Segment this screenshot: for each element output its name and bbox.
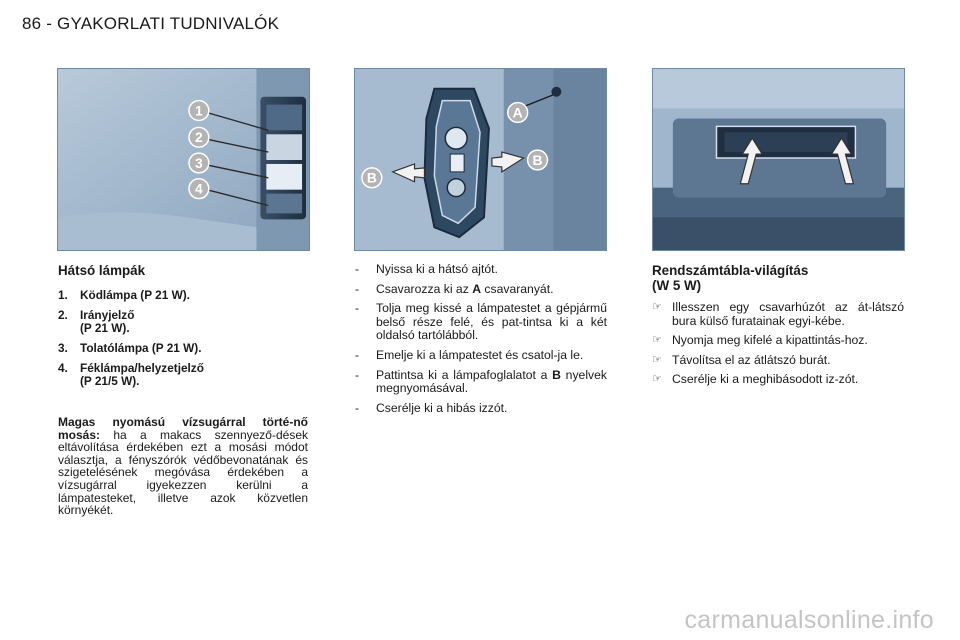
svg-text:2: 2 [195, 129, 203, 146]
watermark: carmanualsonline.info [684, 606, 934, 634]
list-item: 4. Féklámpa/helyzetjelző (P 21/5 W). [58, 361, 204, 388]
page-title: 86 - GYAKORLATI TUDNIVALÓK [22, 14, 280, 33]
bulb-list [58, 289, 308, 388]
callout-b-right [528, 150, 548, 170]
removal-steps-list [355, 263, 607, 415]
list-item: ☞ Nyomja meg kifelé a kipattintás-hoz. [652, 333, 868, 348]
svg-text:1: 1 [195, 102, 203, 119]
pointing-hand-icon: ☞ [652, 301, 662, 313]
list-item: - Tolja meg kissé a lámpatestet a gépjármű belső része felé, és pat-tintsa ki a két oldalsó tartólábból. [355, 301, 607, 343]
plate-light-section [652, 263, 904, 393]
svg-text:A: A [512, 104, 523, 121]
list-item: - Pattintsa ki a lámpafoglalatot a B nyelvek megnyomásával. [355, 367, 607, 396]
list-item: - Nyissa ki a hátsó ajtót. [355, 262, 498, 276]
list-item: - Cserélje ki a hibás izzót. [355, 400, 508, 415]
pointing-hand-icon: ☞ [652, 353, 662, 366]
callout-4 [189, 179, 209, 199]
rear-lamp-illustration [57, 68, 310, 251]
callout-b-left [362, 168, 382, 188]
pointing-hand-icon: ☞ [652, 373, 662, 386]
list-item: 1. Ködlámpa (P 21 W). [58, 288, 190, 302]
plate-light-steps-list [652, 301, 904, 387]
list-item: ☞ Cserélje ki a meghibásodott iz-zót. [652, 372, 859, 387]
svg-text:4: 4 [195, 180, 203, 197]
rear-lamps-title: Hátsó lámpák [58, 263, 146, 278]
plate-light-title: Rendszámtábla-világítás (W 5 W) [652, 263, 809, 293]
list-item: - Csavarozza ki az A csavaranyát. [355, 281, 554, 296]
callout-a [508, 103, 528, 123]
list-item: 3. Tolatólámpa (P 21 W). [58, 341, 202, 355]
rear-lamps-section [58, 263, 308, 517]
svg-text:B: B [532, 151, 543, 168]
list-item: ☞ Illesszen egy csavarhúzót az át-látszó bura külső furatainak egyi-kébe. [652, 300, 904, 328]
list-item: - Emelje ki a lámpatestet és csatol-ja le. [355, 347, 584, 362]
callout-2 [189, 127, 209, 147]
list-item: ☞ Távolítsa el az átlátszó burát. [652, 352, 831, 367]
removal-steps-section [355, 263, 607, 421]
plate-light-illustration [652, 68, 905, 251]
svg-text:B: B [366, 169, 377, 186]
list-item: 2. Irányjelző (P 21 W). [58, 308, 135, 335]
lamp-housing-illustration [354, 68, 607, 251]
callout-1 [189, 101, 209, 121]
pointing-hand-icon: ☞ [652, 334, 662, 347]
svg-text:3: 3 [195, 154, 203, 171]
callout-3 [189, 153, 209, 173]
high-pressure-wash-note: Magas nyomású vízsugárral törté-nő mosás: ha a makacs szennyező-dések eltávolítása érdekében ezt a mosási módot választja, a fényszórók védőbevonatának és szigetelésének megóvása érdekében a vízsugárral igyekezzen kerülni a lámpatesteket, illetve azok közvetlen környékét. [58, 415, 308, 518]
